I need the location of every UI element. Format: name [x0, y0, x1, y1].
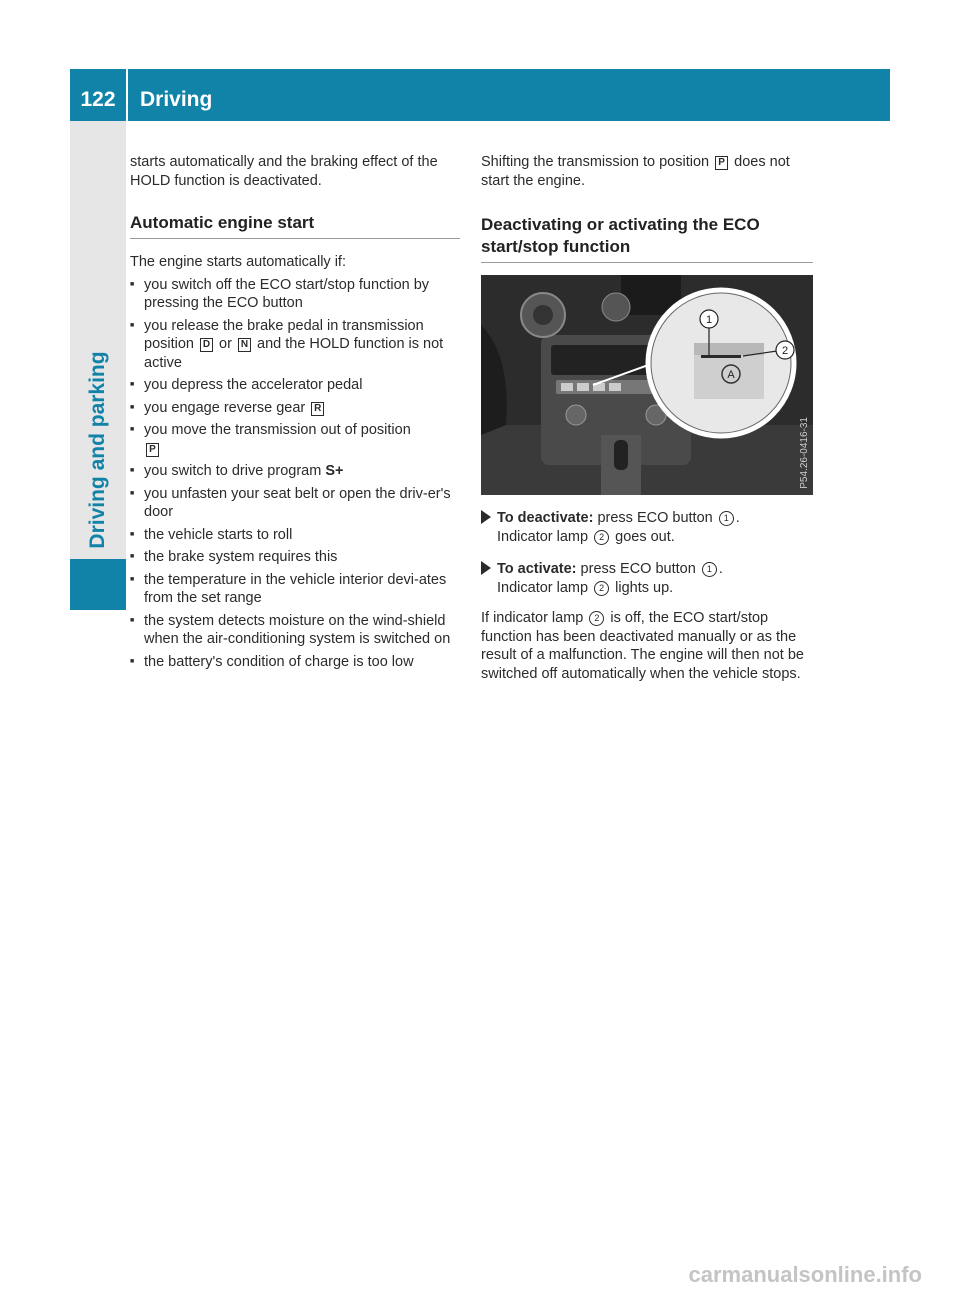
gear-n-symbol: N [238, 338, 251, 352]
figure-code: P54.26-0416-31 [799, 417, 810, 489]
gear-r-symbol: R [311, 402, 324, 416]
callout-1-symbol: 1 [719, 511, 734, 526]
gear-d-symbol: D [200, 338, 213, 352]
side-tab-marker [70, 559, 126, 610]
magnified-eco-button [647, 289, 795, 437]
callout-2-label: 2 [781, 345, 789, 357]
step-arrow-icon [481, 510, 491, 524]
gear-p-symbol: P [146, 443, 159, 457]
header-divider [126, 69, 128, 121]
cockpit-illustration [481, 275, 813, 495]
callout-2-symbol: 2 [594, 581, 609, 596]
list-item: ■ you release the brake pedal in transmission position D or N and the HOLD function is not active [130, 317, 460, 373]
list-item: ■ the vehicle starts to roll [130, 526, 460, 545]
page-number: 122 [80, 88, 116, 111]
left-column [130, 153, 460, 675]
condition-list [130, 276, 460, 672]
shifting-note: Shifting the transmission to position P does not start the engine. [481, 154, 790, 189]
list-item: ■ you depress the accelerator pedal [130, 376, 460, 395]
list-item: ■ you switch to drive program S+ [130, 462, 460, 481]
callout-1-label: 1 [705, 314, 713, 326]
list-item: ■ the temperature in the vehicle interior devi-ates from the set range [130, 571, 460, 608]
indicator-note: If indicator lamp 2 is off, the ECO start/stop function has been deactivated manually or as the result of a malfunction. The engine will then not be switched off automatically when the vehicle stops. [481, 610, 804, 682]
section-title: Driving [140, 88, 213, 111]
list-item: ■ you unfasten your seat belt or open the driv-er's door [130, 485, 460, 522]
list-item: ■ you switch off the ECO start/stop function by pressing the ECO button [130, 276, 460, 313]
continuation-text: starts automatically and the braking effect of the HOLD function is deactivated. [130, 154, 438, 189]
right-column [481, 153, 813, 683]
chapter-label: Driving and parking [86, 351, 109, 549]
automatic-start-body [130, 253, 460, 671]
list-item: ■ the system detects moisture on the wind-shield when the air-conditioning system is switched on [130, 612, 460, 649]
eco-button-figure [481, 275, 813, 495]
drive-program-label: S+ [325, 463, 344, 479]
list-item: ■ you engage reverse gear R [130, 399, 460, 418]
list-item: ■ you move the transmission out of position P [130, 421, 460, 458]
page-header [70, 69, 890, 121]
step-label: To activate: [497, 561, 577, 577]
gear-p-symbol: P [715, 156, 728, 170]
heading-eco-start-stop: Deactivating or activating the ECO start/stop function [481, 214, 813, 263]
step-deactivate: To deactivate: press ECO button 1 . Indicator lamp 2 goes out. [481, 509, 813, 546]
callout-2-symbol: 2 [589, 611, 604, 626]
list-item: ■ the battery's condition of charge is too low [130, 653, 460, 672]
step-activate: To activate: press ECO button 1 . Indicator lamp 2 lights up. [481, 560, 813, 597]
eco-button-letter: A [727, 369, 735, 381]
step-arrow-icon [481, 561, 491, 575]
watermark: carmanualsonline.info [688, 1262, 922, 1287]
heading-automatic-engine-start: Automatic engine start [130, 212, 460, 239]
callout-2-symbol: 2 [594, 530, 609, 545]
callout-1-symbol: 1 [702, 562, 717, 577]
step-label: To deactivate: [497, 510, 594, 526]
list-item: ■ the brake system requires this [130, 548, 460, 567]
intro-text: The engine starts automatically if: [130, 254, 346, 270]
